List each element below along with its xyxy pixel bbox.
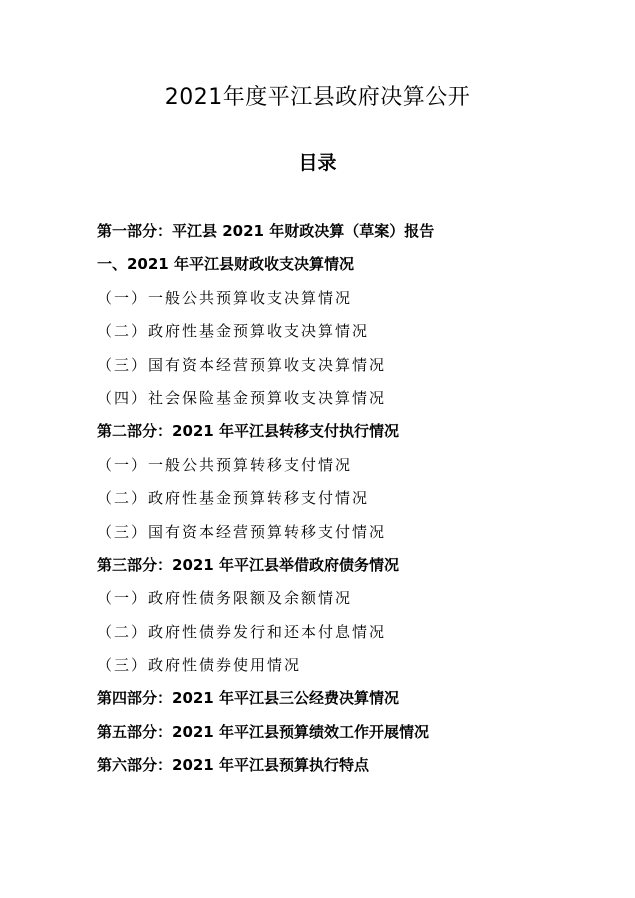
- toc-item: 第六部分：2021 年平江县预算执行特点: [97, 756, 369, 775]
- table-of-contents: [97, 215, 577, 783]
- toc-heading: 目录: [298, 152, 337, 174]
- toc-item: （三）国有资本经营预算转移支付情况: [97, 522, 387, 541]
- toc-item: （二）政府性基金预算转移支付情况: [97, 489, 370, 508]
- toc-item: 第四部分：2021 年平江县三公经费决算情况: [97, 689, 399, 708]
- toc-item: 第五部分：2021 年平江县预算绩效工作开展情况: [97, 722, 429, 741]
- toc-item: 第一部分：平江县 2021 年财政决算（草案）报告: [97, 222, 435, 240]
- toc-item: （四）社会保险基金预算收支决算情况: [97, 388, 387, 407]
- toc-item: （二）政府性债券发行和还本付息情况: [97, 622, 387, 641]
- toc-item: 第二部分：2021 年平江县转移支付执行情况: [97, 422, 399, 441]
- toc-item: 第三部分：2021 年平江县举借政府债务情况: [97, 555, 399, 574]
- document-title: 2021年度平江县政府决算公开: [164, 85, 471, 110]
- toc-item: （一）一般公共预算转移支付情况: [97, 455, 353, 474]
- toc-item: （二）政府性基金预算收支决算情况: [97, 322, 370, 341]
- toc-item: （三）国有资本经营预算收支决算情况: [97, 355, 387, 374]
- toc-item: 一、2021 年平江县财政收支决算情况: [97, 255, 354, 274]
- toc-item: （一）一般公共预算收支决算情况: [97, 288, 353, 307]
- toc-item: （一）政府性债务限额及余额情况: [97, 589, 353, 608]
- toc-item: （三）政府性债券使用情况: [97, 656, 302, 675]
